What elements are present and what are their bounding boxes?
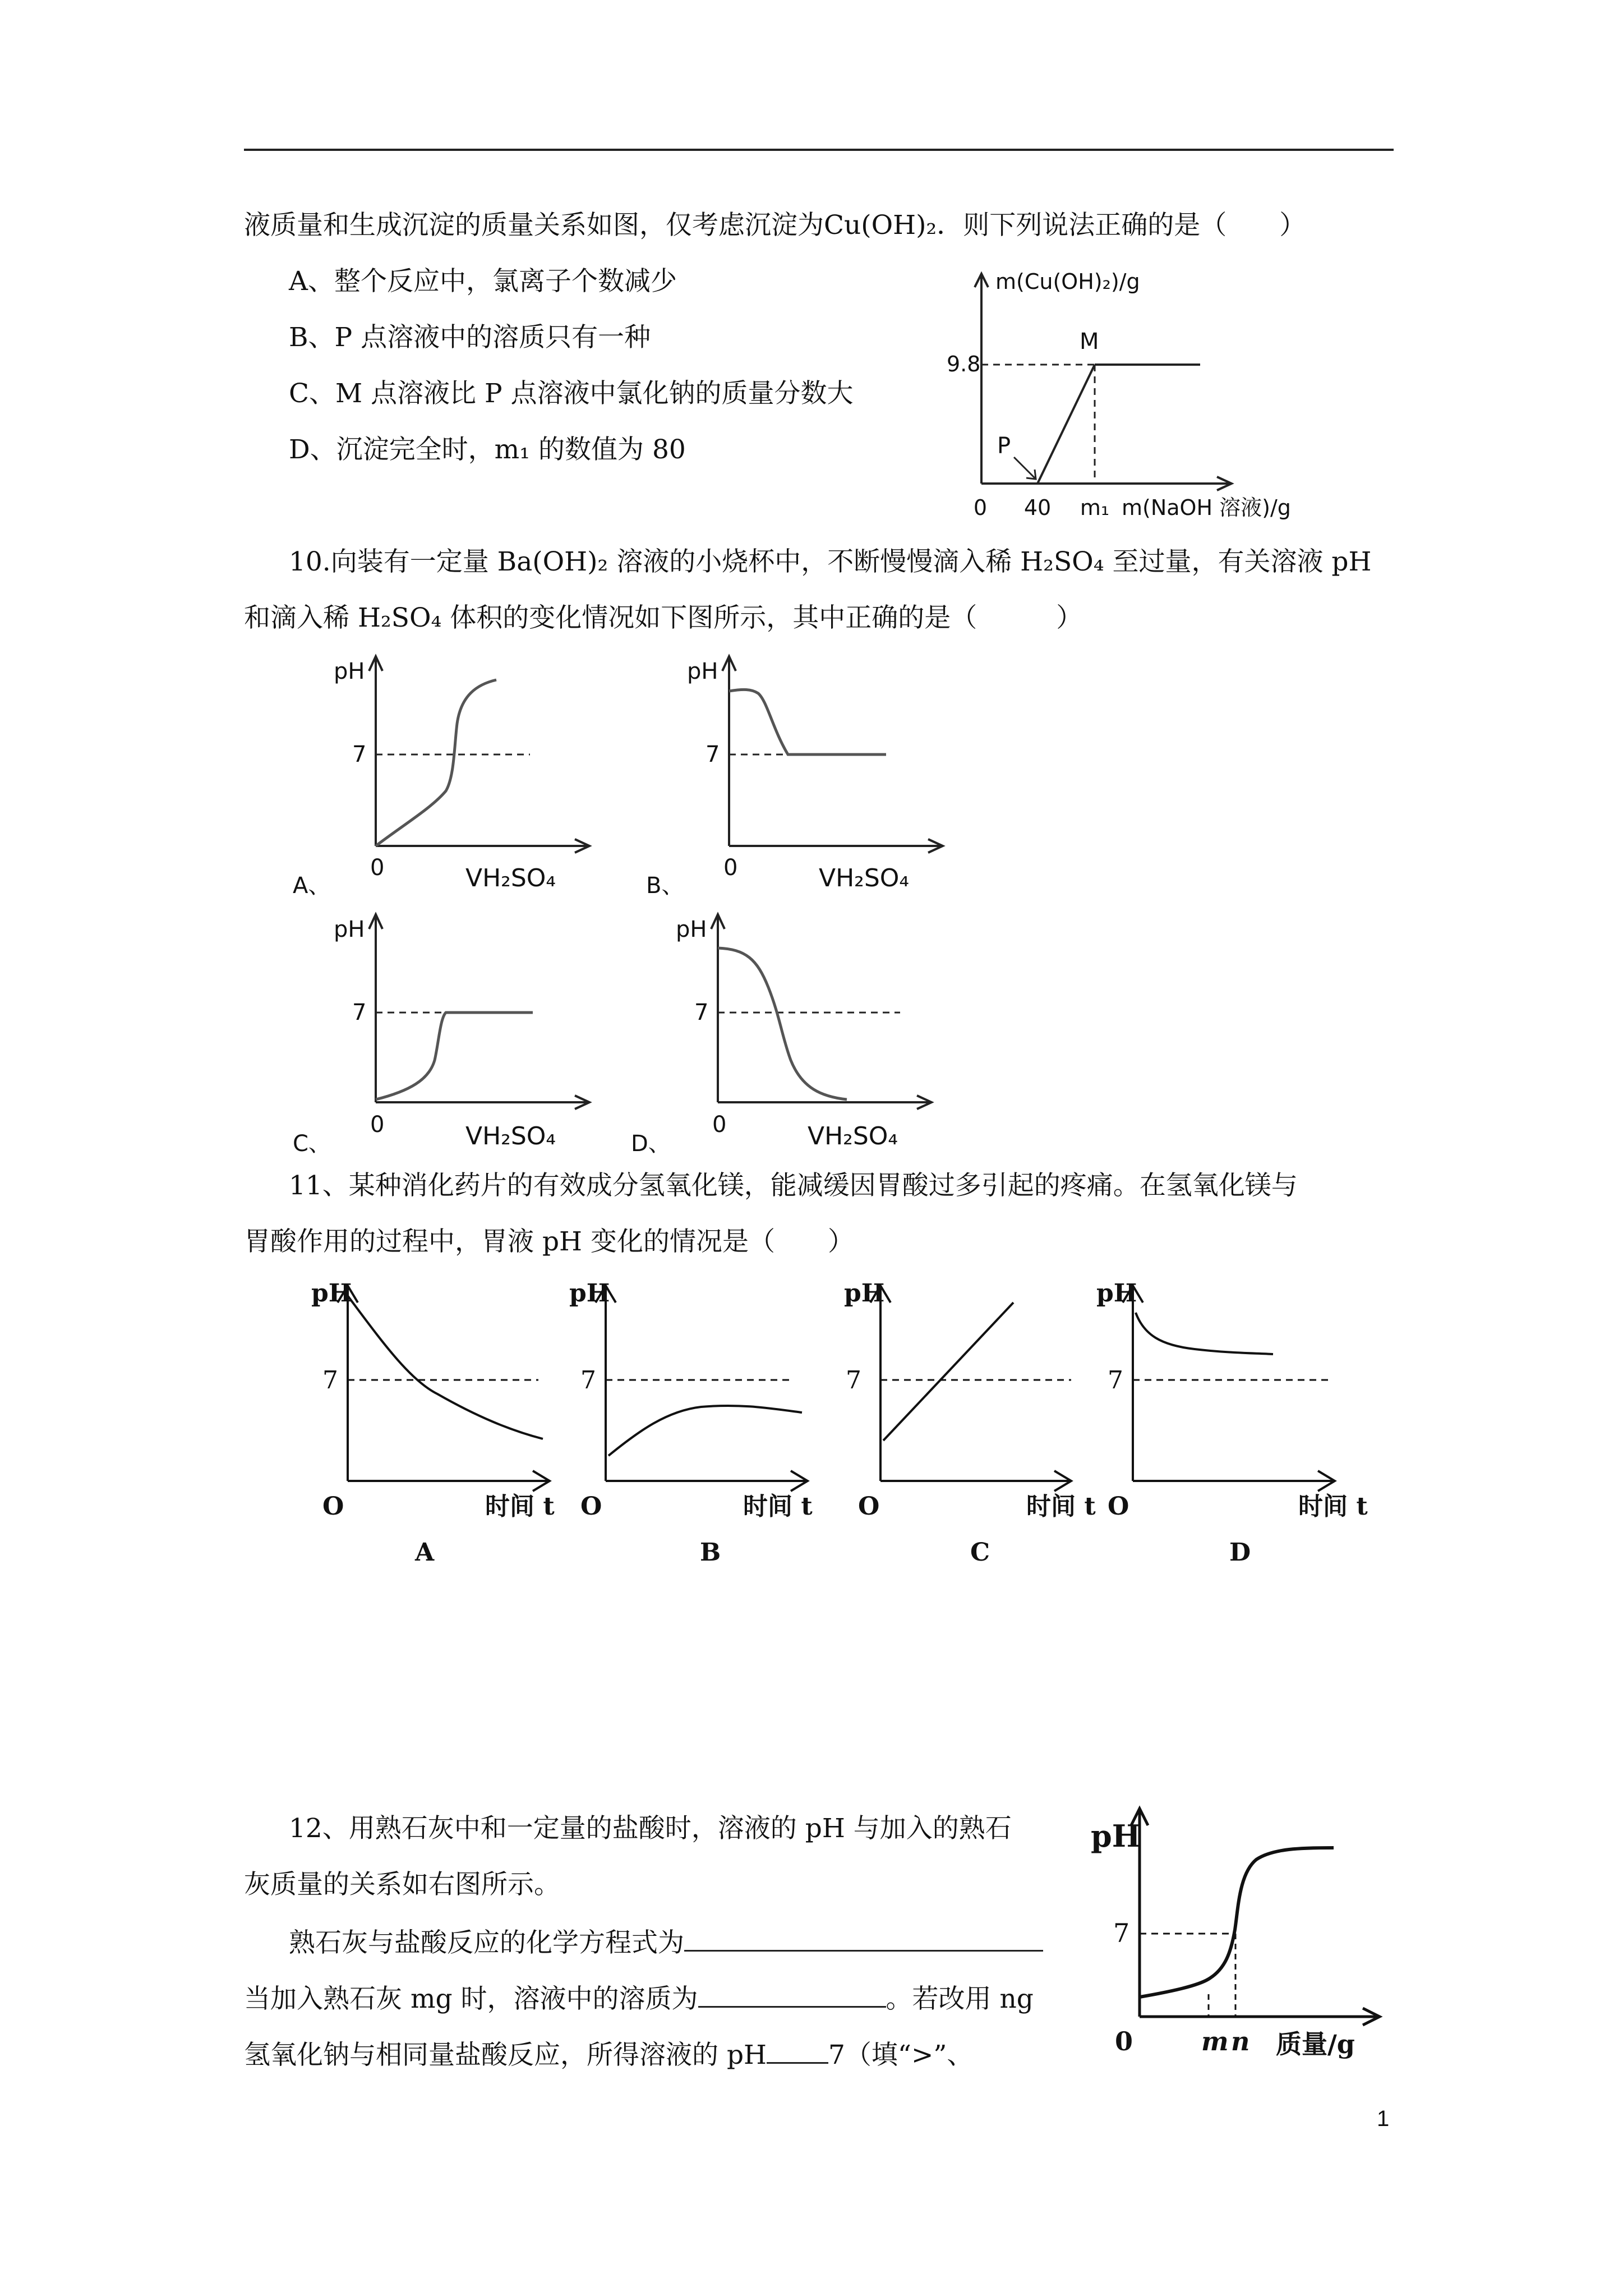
q11-graph-c bbox=[808, 1273, 1096, 1576]
q11-line1: 11、某种消化药片的有效成分氢氧化镁，能减缓因胃酸过多引起的疼痛。在氢氧化镁与 bbox=[289, 1170, 1298, 1201]
q12-origin: 0 bbox=[1115, 2026, 1133, 2056]
q10-graph-b bbox=[639, 639, 987, 903]
q10a-origin: 0 bbox=[370, 855, 385, 881]
q9-option-d: D、沉淀完全时，m₁ 的数值为 80 bbox=[289, 434, 686, 465]
q10-line2: 和滴入稀 H₂SO₄ 体积的变化情况如下图所示，其中正确的是（ ） bbox=[244, 602, 1083, 633]
q10c-ylabel: pH bbox=[334, 917, 365, 942]
q9-option-b: B、P 点溶液中的溶质只有一种 bbox=[289, 322, 651, 353]
q10b-y-tick: 7 bbox=[706, 742, 720, 767]
q11-graph-d bbox=[1082, 1273, 1368, 1576]
q9-point-p: P bbox=[997, 433, 1011, 459]
q10c-xlabel: VH₂SO₄ bbox=[465, 1122, 556, 1151]
q11b-xlabel: 时间 t bbox=[743, 1492, 813, 1521]
q10c-origin: 0 bbox=[370, 1112, 385, 1138]
q10a-label: A、 bbox=[293, 873, 331, 899]
q11c-label: C bbox=[970, 1538, 990, 1567]
q11a-label: A bbox=[415, 1538, 435, 1567]
q11d-xlabel: 时间 t bbox=[1298, 1492, 1368, 1521]
q10d-y-tick: 7 bbox=[694, 1000, 709, 1025]
q11d-y-tick: 7 bbox=[1108, 1366, 1123, 1395]
q11a-ylabel: pH bbox=[311, 1279, 352, 1308]
q10b-label: B、 bbox=[646, 873, 684, 899]
q10a-xlabel: VH₂SO₄ bbox=[465, 864, 556, 892]
q10d-ylabel: pH bbox=[676, 917, 707, 942]
q11a-origin: O bbox=[322, 1492, 344, 1521]
q10a-ylabel: pH bbox=[334, 659, 365, 684]
q9-point-m: M bbox=[1080, 329, 1099, 355]
header-rule bbox=[244, 149, 1394, 151]
q11-graph-b bbox=[555, 1273, 824, 1576]
q12-line3: 熟石灰与盐酸反应的化学方程式为 bbox=[289, 1925, 1043, 1960]
q12-line5: 氢氧化钠与相同量盐酸反应，所得溶液的 pH 7（填“>”、 bbox=[244, 2037, 973, 2072]
q10b-origin: 0 bbox=[723, 855, 738, 881]
q10-graph-c bbox=[286, 898, 634, 1161]
q9-option-a: A、整个反应中，氯离子个数减少 bbox=[289, 266, 677, 297]
q10d-xlabel: VH₂SO₄ bbox=[808, 1122, 898, 1151]
q12-line4: 当加入熟石灰 mg 时，溶液中的溶质为 。若改用 ng bbox=[244, 1981, 1034, 2016]
q11c-xlabel: 时间 t bbox=[1026, 1492, 1096, 1521]
q10c-y-tick: 7 bbox=[352, 1000, 367, 1025]
q9-chart bbox=[931, 264, 1346, 527]
q11d-label: D bbox=[1229, 1538, 1251, 1567]
q10d-label: D、 bbox=[631, 1131, 671, 1157]
q10b-ylabel: pH bbox=[687, 659, 718, 684]
q10c-label: C、 bbox=[293, 1131, 331, 1157]
q9-xlabel: m(NaOH 溶液)/g bbox=[1122, 495, 1291, 520]
page-number: 1 bbox=[1377, 2106, 1390, 2131]
q12-ylabel: pH bbox=[1091, 1818, 1141, 1854]
q11c-origin: O bbox=[858, 1492, 880, 1521]
q9-y-tick: 9.8 bbox=[947, 352, 981, 376]
q12-x-tick-n: n bbox=[1231, 2026, 1250, 2056]
q12-xlabel: 质量/g bbox=[1276, 2029, 1355, 2059]
q9-option-c: C、M 点溶液比 P 点溶液中氯化钠的质量分数大 bbox=[289, 378, 854, 409]
q12-y-tick: 7 bbox=[1113, 1918, 1130, 1948]
q11d-origin: O bbox=[1108, 1492, 1129, 1521]
q12-blank-ph[interactable] bbox=[767, 2037, 828, 2064]
q11-line2: 胃酸作用的过程中，胃液 pH 变化的情况是（ ） bbox=[244, 1226, 854, 1257]
q11a-y-tick: 7 bbox=[322, 1366, 338, 1395]
q12-blank-solute[interactable] bbox=[698, 1981, 886, 2008]
q12-chart bbox=[1088, 1801, 1413, 2064]
q11b-ylabel: pH bbox=[569, 1279, 610, 1308]
q12-blank-equation[interactable] bbox=[684, 1925, 1043, 1952]
q9-ylabel: m(Cu(OH)₂)/g bbox=[995, 269, 1140, 294]
q10b-xlabel: VH₂SO₄ bbox=[819, 864, 910, 892]
q11b-origin: O bbox=[580, 1492, 602, 1521]
q11d-ylabel: pH bbox=[1096, 1279, 1137, 1308]
q12-x-tick-m: m bbox=[1201, 2026, 1229, 2056]
q11b-y-tick: 7 bbox=[580, 1366, 596, 1395]
q12-line2: 灰质量的关系如右图所示。 bbox=[244, 1869, 560, 1900]
q11a-xlabel: 时间 t bbox=[485, 1492, 555, 1521]
q11b-label: B bbox=[700, 1538, 721, 1567]
q11c-y-tick: 7 bbox=[846, 1366, 861, 1395]
q9-origin: 0 bbox=[973, 495, 988, 520]
q10a-y-tick: 7 bbox=[352, 742, 367, 767]
q12-line1: 12、用熟石灰中和一定量的盐酸时，溶液的 pH 与加入的熟石 bbox=[289, 1813, 1012, 1844]
q10d-origin: 0 bbox=[712, 1112, 727, 1138]
q10-line1: 10.向装有一定量 Ba(OH)₂ 溶液的小烧杯中，不断慢慢滴入稀 H₂SO₄ 至过量，有关溶液 pH bbox=[289, 546, 1372, 577]
q11-graph-a bbox=[297, 1273, 566, 1576]
q11c-ylabel: pH bbox=[844, 1279, 885, 1308]
q9-x-tick-40: 40 bbox=[1023, 495, 1052, 520]
q10-graph-a bbox=[286, 639, 634, 903]
q9-x-tick-m1: m₁ bbox=[1080, 495, 1110, 520]
q10-graph-d bbox=[623, 898, 970, 1161]
q9-stem: 液质量和生成沉淀的质量关系如图，仅考虑沉淀为Cu(OH)₂．则下列说法正确的是（ ） bbox=[244, 210, 1306, 241]
